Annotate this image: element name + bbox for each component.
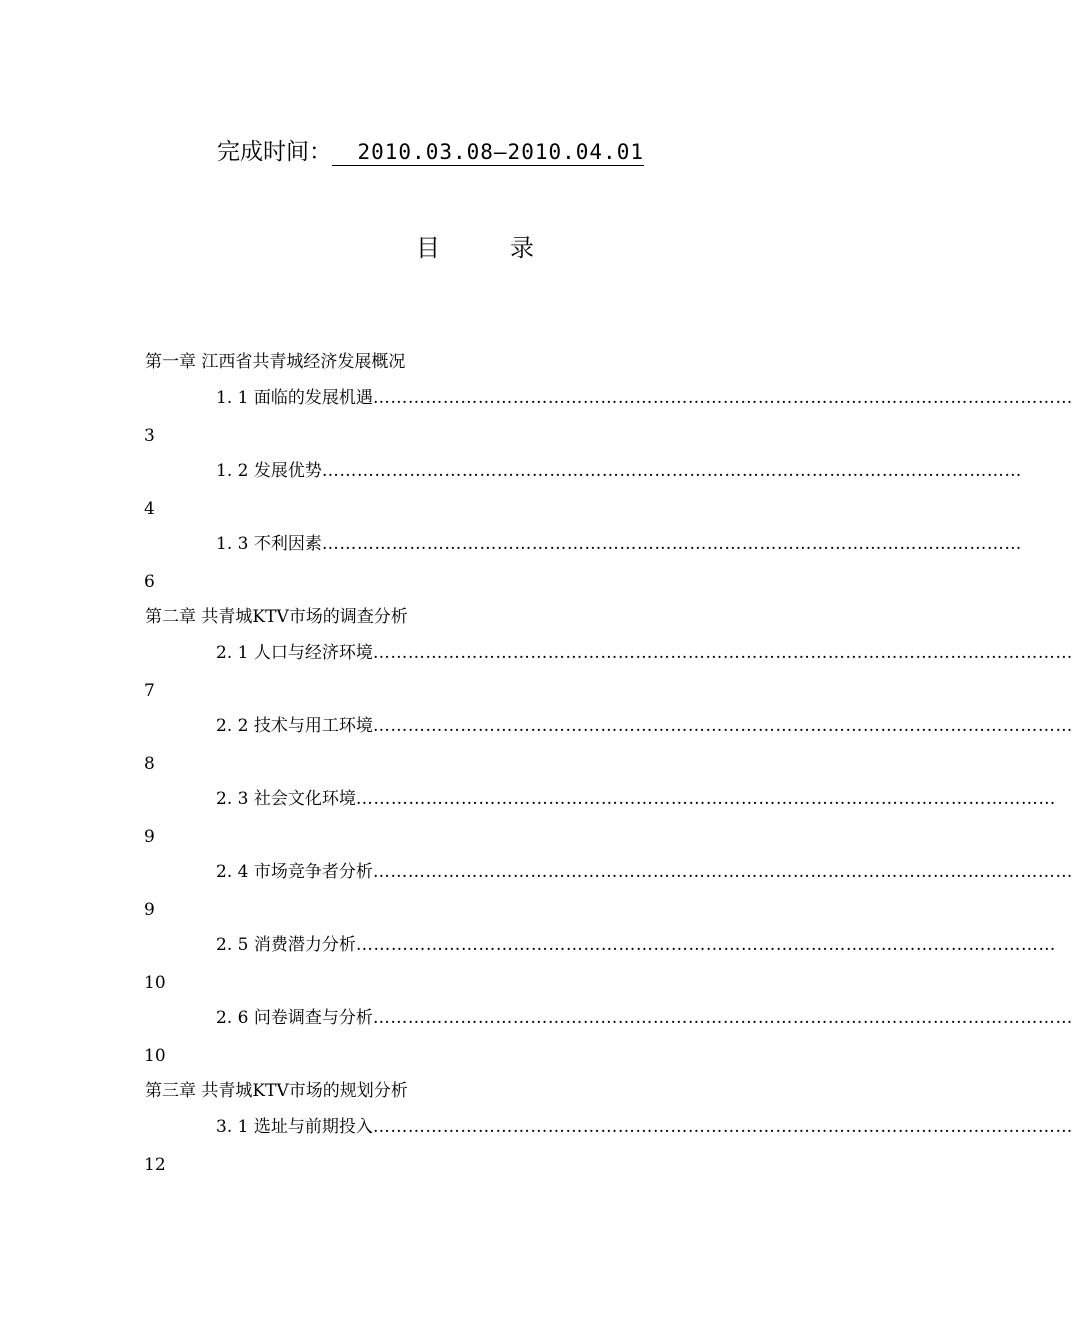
completion-time-label: 完成时间： [217,139,332,165]
toc-title [0,233,950,263]
toc-section-label: 1. 3 不利因素 [216,534,322,554]
toc-section-2-4[interactable] [216,861,1073,883]
toc-section-label: 1. 1 面临的发展机遇 [216,388,373,408]
toc-section-2-5[interactable] [216,934,1056,956]
toc-page-number: 10 [144,973,166,993]
toc-dot-leader: ………………………………………………………………………………………………………… [372,716,1073,736]
toc-title-right: 录 [510,234,534,262]
toc-section-3-1[interactable] [216,1116,1073,1138]
toc-title-left: 目 [416,234,440,262]
toc-dot-leader: ………………………………………………………………………………………………………… [372,388,1073,408]
toc-page-number: 12 [144,1155,166,1175]
toc-chapter-1[interactable]: 第一章 江西省共青城经济发展概况 [145,352,406,372]
toc-dot-leader: ………………………………………………………………………………………………………… [321,461,1022,481]
toc-section-2-1[interactable] [216,642,1073,664]
toc-section-label: 2. 2 技术与用工环境 [216,716,373,736]
toc-dot-leader: ………………………………………………………………………………………………………… [372,1117,1073,1137]
toc-chapter-3[interactable]: 第三章 共青城KTV市场的规划分析 [145,1081,408,1101]
toc-dot-leader: ………………………………………………………………………………………………………… [372,862,1073,882]
toc-dot-leader: ………………………………………………………………………………………………………… [321,534,1022,554]
toc-section-2-3[interactable] [216,788,1056,810]
toc-section-label: 2. 5 消费潜力分析 [216,935,356,955]
toc-section-2-2[interactable] [216,715,1073,737]
completion-time-value: 2010.03.08—2010.04.01 [332,139,644,166]
toc-dot-leader: ………………………………………………………………………………………………………… [372,1008,1073,1028]
toc-page-number: 9 [144,900,155,920]
completion-time [217,138,644,166]
toc-section-label: 2. 1 人口与经济环境 [216,643,373,663]
toc-page-number: 10 [144,1046,166,1066]
toc-page-number: 9 [144,827,155,847]
toc-section-label: 2. 4 市场竞争者分析 [216,862,373,882]
toc-page-number: 3 [144,426,155,446]
toc-section-label: 1. 2 发展优势 [216,461,322,481]
toc-section-1-2[interactable] [216,460,1022,482]
toc-page-number: 8 [144,754,155,774]
toc-page-number: 4 [144,499,155,519]
toc-dot-leader: ………………………………………………………………………………………………………… [355,789,1056,809]
toc-section-label: 2. 3 社会文化环境 [216,789,356,809]
toc-section-label: 3. 1 选址与前期投入 [216,1117,373,1137]
toc-dot-leader: ………………………………………………………………………………………………………… [372,643,1073,663]
toc-section-label: 2. 6 问卷调查与分析 [216,1008,373,1028]
toc-page-number: 6 [144,572,155,592]
toc-dot-leader: ………………………………………………………………………………………………………… [355,935,1056,955]
toc-section-1-1[interactable] [216,387,1073,409]
toc-page-number: 7 [144,681,155,701]
toc-section-1-3[interactable] [216,533,1022,555]
toc-chapter-2[interactable]: 第二章 共青城KTV市场的调查分析 [145,607,408,627]
toc-section-2-6[interactable] [216,1007,1073,1029]
